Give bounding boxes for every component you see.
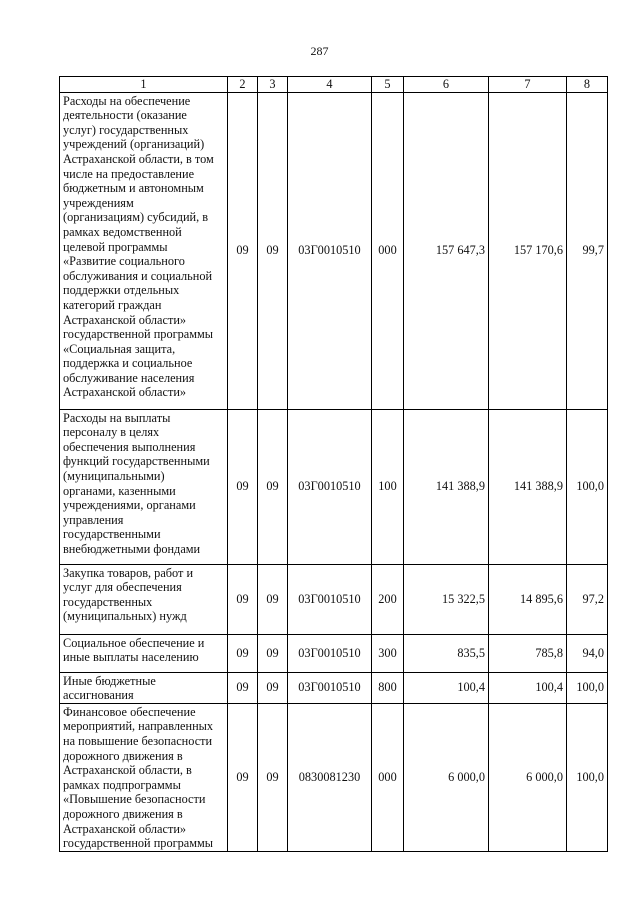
table-row [60,703,608,851]
section-code: 09 [228,564,258,634]
description-line: на повышение безопасности [63,733,213,748]
subsection-code: 09 [258,634,288,672]
description-line: Астраханской области» [63,312,187,327]
section-code: 09 [228,92,258,409]
planned-amount: 15 322,5 [404,564,489,634]
description-line: государственной программы [63,836,214,851]
column-header: 3 [258,77,288,93]
section-code: 09 [228,409,258,564]
description-line: (организациям) субсидий, в [63,210,209,225]
table-header-row [60,77,608,93]
executed-amount: 100,4 [489,672,567,703]
subsection-code: 09 [258,672,288,703]
description-line: (муниципальными) [63,468,165,483]
expense-type-code: 000 [372,92,404,409]
column-header: 8 [567,77,608,93]
planned-amount: 100,4 [404,672,489,703]
column-header: 7 [489,77,567,93]
description-line: функций государственными [63,454,210,469]
description-line: внебюджетными фондами [63,541,201,556]
section-code: 09 [228,672,258,703]
description-line: числе на предоставление [63,166,195,181]
execution-percent: 94,0 [567,634,608,672]
description-line: органами, казенными [63,483,176,498]
description-line: ассигнования [63,688,134,703]
row-description [60,672,228,703]
description-line: учреждений (организаций) [63,137,205,152]
planned-amount: 141 388,9 [404,409,489,564]
description-line: дорожного движения в [63,806,183,821]
subsection-code: 09 [258,92,288,409]
description-line: бюджетным и автономным [63,181,204,196]
expense-type-code: 300 [372,634,404,672]
target-article-code: 03Г0010510 [288,409,372,564]
description-line: поддержки отдельных [63,283,180,298]
execution-percent: 99,7 [567,92,608,409]
table-row [60,634,608,672]
budget-table [59,76,608,852]
description-line: государственными [63,527,161,542]
target-article-code: 03Г0010510 [288,564,372,634]
description-line: Закупка товаров, работ и [63,565,194,580]
description-line: Социальное обеспечение и [63,635,205,650]
row-description [60,634,228,672]
description-line: управления [63,512,124,527]
description-line: Астраханской области, в [63,763,192,778]
description-line: государственных [63,594,153,609]
page-number: 287 [310,44,329,58]
expense-type-code: 000 [372,703,404,851]
execution-percent: 100,0 [567,672,608,703]
description-line: категорий граждан [63,297,162,312]
description-line: «Социальная защита, [63,341,176,356]
row-description [60,409,228,564]
description-line: поддержка и социальное [63,356,193,371]
planned-amount: 835,5 [404,634,489,672]
description-line: Иные бюджетные [63,673,156,688]
table-row [60,672,608,703]
row-description [60,703,228,851]
description-line: иные выплаты населению [63,650,199,665]
executed-amount: 785,8 [489,634,567,672]
column-header: 5 [372,77,404,93]
executed-amount: 141 388,9 [489,409,567,564]
description-line: Расходы на обеспечение [63,93,191,108]
description-line: Финансовое обеспечение [63,704,196,719]
executed-amount: 14 895,6 [489,564,567,634]
target-article-code: 0830081230 [288,703,372,851]
target-article-code: 03Г0010510 [288,92,372,409]
description-line: Астраханской области, в том [63,151,214,166]
expense-type-code: 800 [372,672,404,703]
subsection-code: 09 [258,703,288,851]
description-line: рамках ведомственной [63,224,182,239]
table-row [60,564,608,634]
description-line: мероприятий, направленных [63,719,214,734]
subsection-code: 09 [258,409,288,564]
description-line: Расходы на выплаты [63,410,171,425]
description-line: государственной программы [63,327,214,342]
column-header: 4 [288,77,372,93]
planned-amount: 157 647,3 [404,92,489,409]
execution-percent: 100,0 [567,409,608,564]
description-line: «Развитие социального [63,254,185,269]
section-code: 09 [228,703,258,851]
target-article-code: 03Г0010510 [288,634,372,672]
execution-percent: 97,2 [567,564,608,634]
planned-amount: 6 000,0 [404,703,489,851]
description-line: обеспечения выполнения [63,439,196,454]
table-row [60,92,608,409]
executed-amount: 6 000,0 [489,703,567,851]
section-code: 09 [228,634,258,672]
execution-percent: 100,0 [567,703,608,851]
description-line: «Повышение безопасности [63,792,206,807]
row-description [60,92,228,409]
column-header: 2 [228,77,258,93]
description-line: рамках подпрограммы [63,777,181,792]
description-line: персоналу в целях [63,425,160,440]
description-line: услуг) государственных [63,122,189,137]
column-header: 6 [404,77,489,93]
description-line: услуг для обеспечения [63,580,182,595]
row-description [60,564,228,634]
description-line: обслуживания и социальной [63,268,213,283]
target-article-code: 03Г0010510 [288,672,372,703]
description-line: дорожного движения в [63,748,183,763]
description-line: обслуживание населения [63,370,195,385]
expense-type-code: 200 [372,564,404,634]
description-line: целевой программы [63,239,168,254]
executed-amount: 157 170,6 [489,92,567,409]
description-line: учреждениям [63,195,134,210]
description-line: деятельности (оказание [63,108,187,123]
column-header: 1 [60,77,228,93]
table-row [60,409,608,564]
subsection-code: 09 [258,564,288,634]
expense-type-code: 100 [372,409,404,564]
description-line: учреждениями, органами [63,498,196,513]
description-line: Астраханской области» [63,385,187,400]
description-line: Астраханской области» [63,821,187,836]
description-line: (муниципальных) нужд [63,609,187,624]
